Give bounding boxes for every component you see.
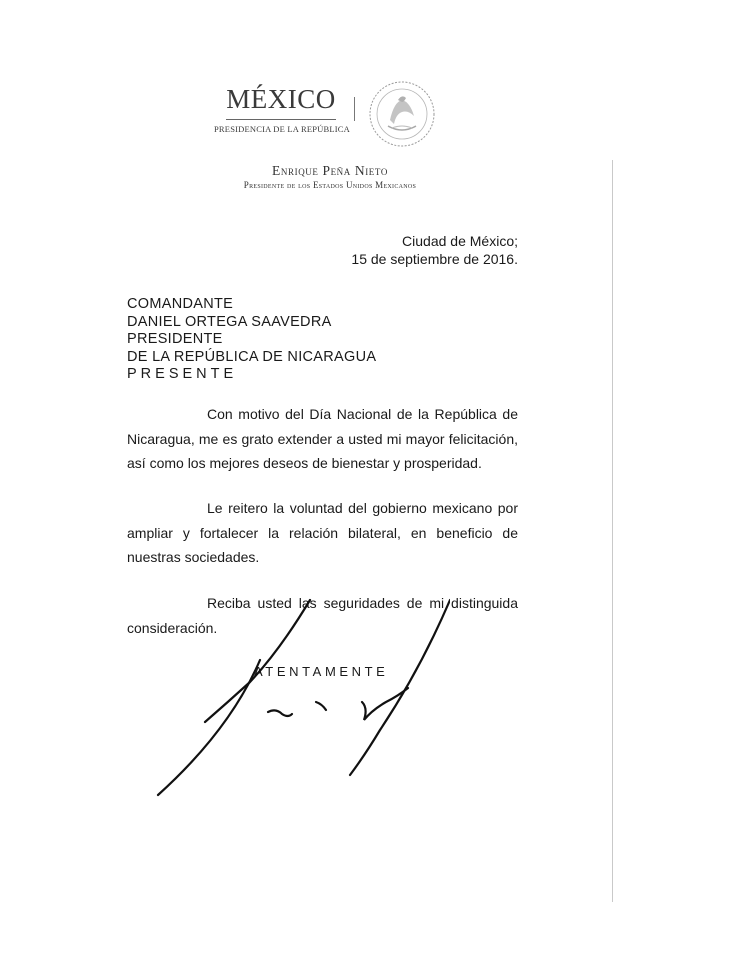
scan-margin-line [612, 160, 613, 902]
body-paragraph-3-text: Reciba usted las seguridades de mi distinguida consideración. [127, 595, 518, 636]
recipient-line-1: COMANDANTE [127, 296, 234, 312]
recipient-line-5: PRESENTE [127, 366, 238, 382]
letterhead-office: PRESIDENCIA DE LA REPÚBLICA [214, 124, 350, 134]
letterhead-rule [226, 119, 336, 120]
letterhead-divider [354, 97, 355, 121]
recipient-line-4: DE LA REPÚBLICA DE NICARAGUA [127, 348, 377, 365]
body-paragraph-1 [127, 402, 518, 476]
body-paragraph-2-text: Le reitero la voluntad del gobierno mexicano por ampliar y fortalecer la relación bilateral, en beneficio de nuestras sociedades. [127, 500, 518, 565]
president-name: Enrique Peña Nieto [272, 163, 388, 178]
letterhead-country: MÉXICO [226, 84, 336, 114]
date-text: 15 de septiembre de 2016. [351, 251, 518, 267]
date-block [300, 232, 518, 268]
president-title: Presidente de los Estados Unidos Mexicanos [243, 180, 417, 190]
coat-of-arms-icon [368, 80, 436, 148]
signature-icon [150, 590, 450, 800]
closing-text: ATENTAMENTE [254, 664, 389, 679]
body-paragraph-2 [127, 496, 518, 570]
date-place: Ciudad de México; [402, 233, 518, 249]
body-paragraph-1-text: Con motivo del Día Nacional de la República de Nicaragua, me es grato extender a usted mi mayor felicitación, así como los mejores deseos de bienestar y prosperidad. [127, 406, 518, 471]
recipient-line-2: DANIEL ORTEGA SAAVEDRA [127, 313, 332, 330]
recipient-block [127, 296, 427, 384]
recipient-line-3: PRESIDENTE [127, 331, 223, 347]
